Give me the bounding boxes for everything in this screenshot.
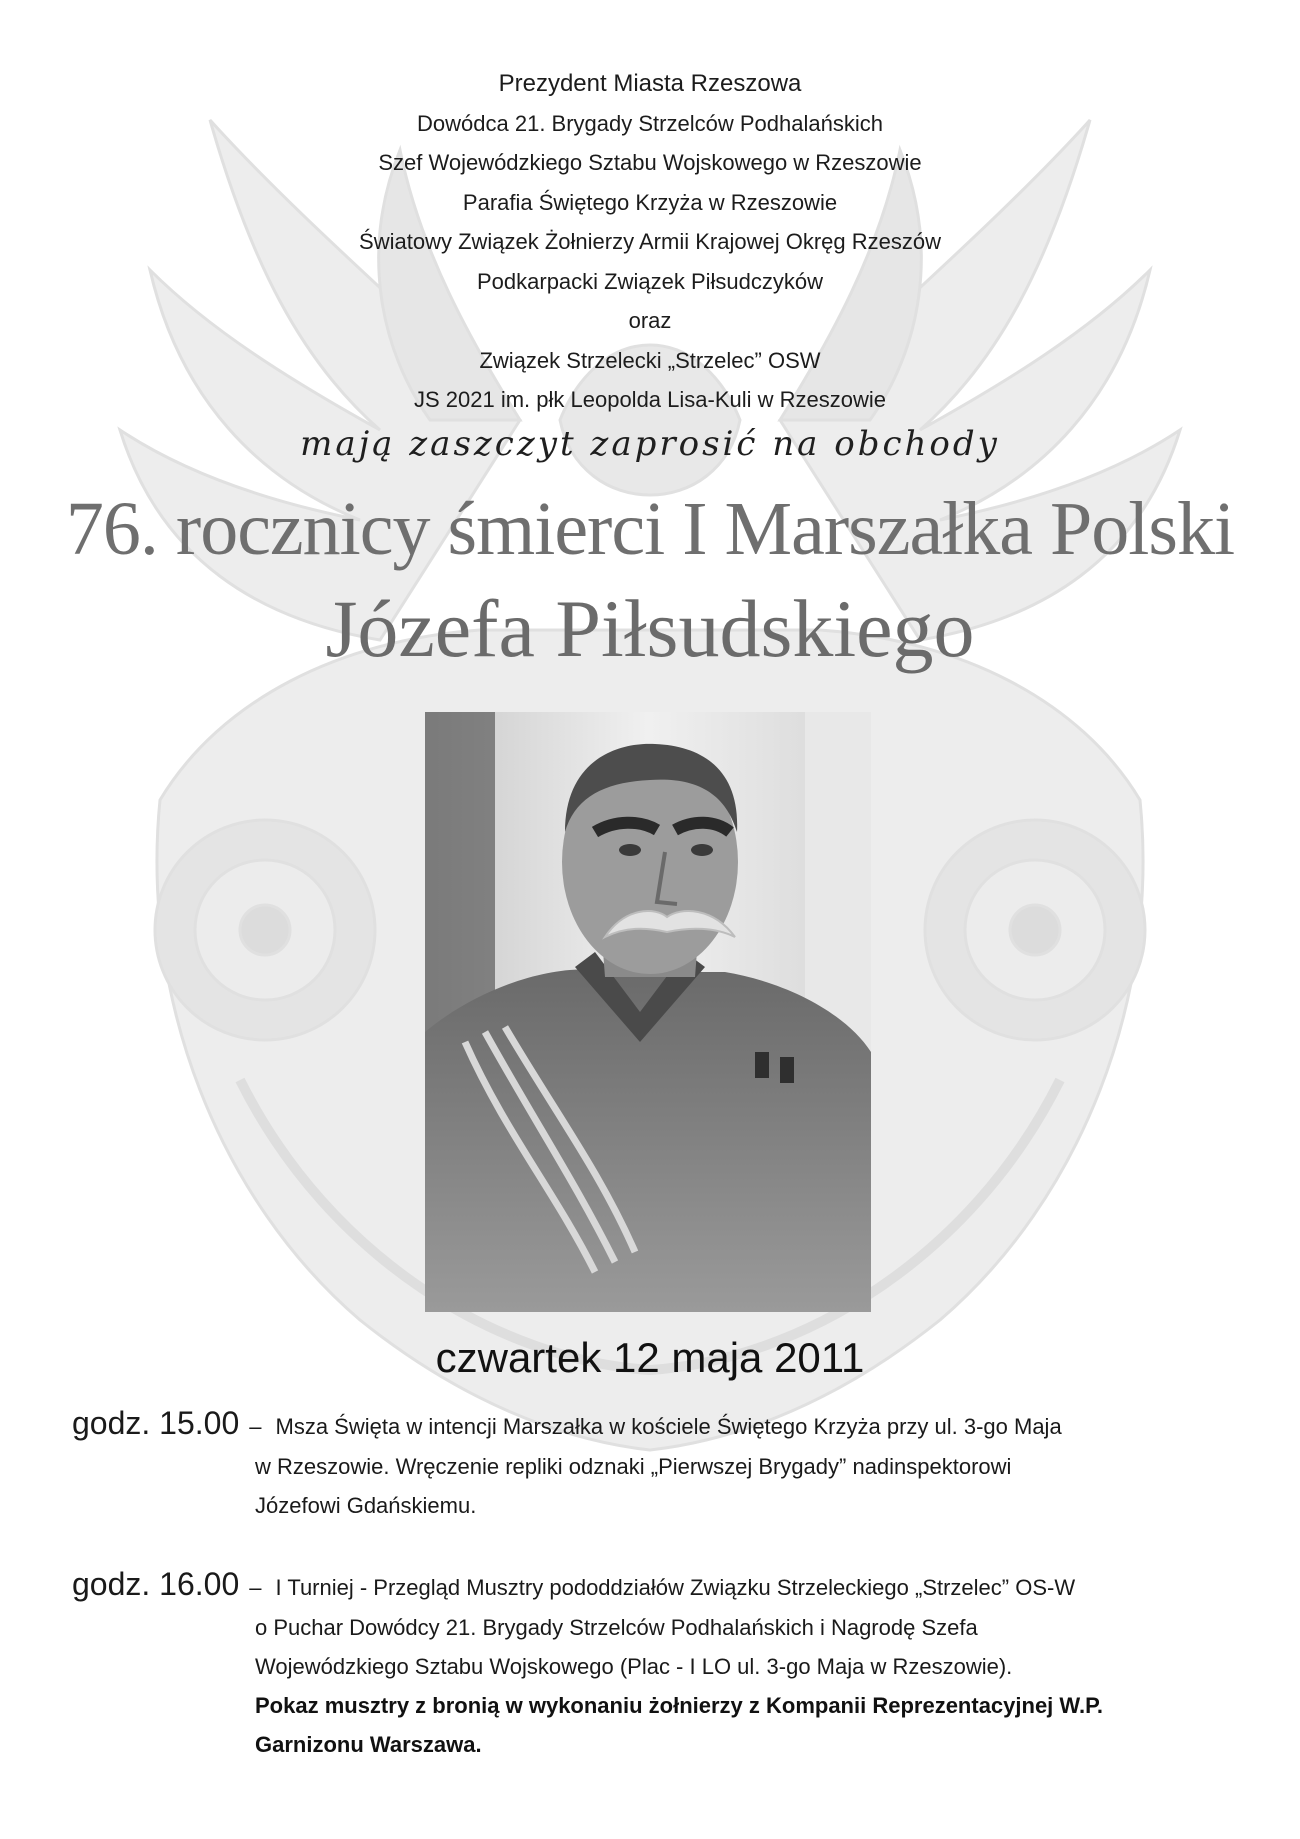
organizer-line: Światowy Związek Żołnierzy Armii Krajowej Okręg Rzeszów [359, 229, 941, 254]
organizer-line: oraz [628, 308, 672, 333]
event-description: o Puchar Dowódcy 21. Brygady Strzelców Podhalańskich i Nagrodę Szefa [255, 1615, 978, 1640]
event-description: Józefowi Gdańskiemu. [255, 1493, 477, 1518]
portrait-photo [425, 712, 871, 1312]
organizer-line: Związek Strzelecki „Strzelec” OSW [479, 347, 821, 373]
invitation-line: mają zaszczyt zaprosić na obchody [300, 424, 1000, 464]
event-description: Msza Święta w intencji Marszałka w kościele Świętego Krzyża przy ul. 3-go Maja [275, 1414, 1062, 1439]
title-anniversary: 76. rocznicy śmierci I Marszałka Polski [65, 487, 1235, 571]
event-description: w Rzeszowie. Wręczenie repliki odznaki „Pierwszej Brygady” nadinspektorowi [255, 1454, 1012, 1479]
event-item [72, 1405, 1272, 1525]
event-highlight: Garnizonu Warszawa. [255, 1732, 482, 1757]
event-dash: – [249, 1575, 262, 1600]
event-highlight: Pokaz musztry z bronią w wykonaniu żołnierzy z Kompanii Reprezentacyjnej W.P. [255, 1693, 1104, 1718]
organizer-line: Parafia Świętego Krzyża w Rzeszowie [462, 189, 838, 215]
event-item [72, 1566, 1272, 1764]
organizer-line: Podkarpacki Związek Piłsudczyków [476, 268, 824, 294]
organizer-line: Prezydent Miasta Rzeszowa [498, 70, 802, 97]
organizer-line: JS 2021 im. płk Leopolda Lisa-Kuli w Rzeszowie [413, 387, 886, 412]
event-dash: – [249, 1414, 262, 1439]
title-name: Józefa Piłsudskiego [325, 583, 975, 674]
event-time: godz. 16.00 [72, 1566, 240, 1602]
event-description: Wojewódzkiego Sztabu Wojskowego (Plac - I LO ul. 3-go Maja w Rzeszowie). [255, 1654, 1013, 1679]
event-time: godz. 15.00 [72, 1405, 240, 1441]
event-description: I Turniej - Przegląd Musztry pododdziałów Związku Strzeleckiego „Strzelec” OS-W [275, 1575, 1076, 1600]
event-date: czwartek 12 maja 2011 [435, 1334, 865, 1381]
organizer-line: Dowódca 21. Brygady Strzelców Podhalańskich [417, 110, 883, 136]
organizer-line: Szef Wojewódzkiego Sztabu Wojskowego w Rzeszowie [378, 150, 922, 175]
organizers-list [0, 64, 1300, 420]
